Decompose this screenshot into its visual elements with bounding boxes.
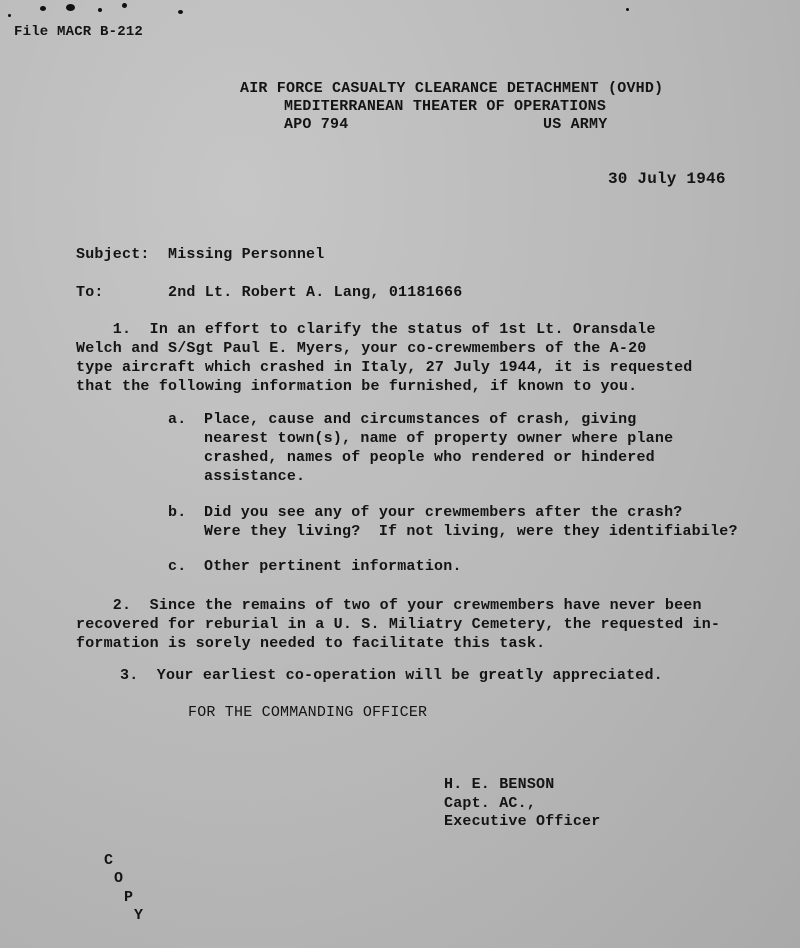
copy-letter: P <box>124 889 134 906</box>
header-apo: APO 794 <box>284 116 349 133</box>
signatory-title: Executive Officer <box>444 813 601 830</box>
signatory-rank: Capt. AC., <box>444 795 537 812</box>
file-reference: File MACR B-212 <box>14 24 144 40</box>
copy-letter: C <box>104 852 114 869</box>
item-c-marker: c. <box>168 558 187 575</box>
copy-letter: O <box>114 870 124 887</box>
item-b-marker: b. <box>168 504 187 521</box>
letter-date: 30 July 1946 <box>608 170 726 188</box>
to-label: To: <box>76 284 104 301</box>
paragraph-1: 1. In an effort to clarify the status of 1st Lt. Oransdale Welch and S/Sgt Paul E. Myers, your co-crewmembers of the A-20 type aircraft which crashed in Italy, 27 July 1944, it is requested that the following information be furnished, if known to you. <box>76 321 693 395</box>
header-army: US ARMY <box>543 116 608 133</box>
item-b-text: Did you see any of your crewmembers after the crash? Were they living? If not living, were they identifiabile? <box>204 504 738 540</box>
header-theater: MEDITERRANEAN THEATER OF OPERATIONS <box>284 98 607 115</box>
item-c-text: Other pertinent information. <box>204 558 462 575</box>
to-value: 2nd Lt. Robert A. Lang, 01181666 <box>168 284 463 301</box>
copy-letter: Y <box>134 907 144 924</box>
subject-label: Subject: <box>76 246 150 263</box>
paragraph-2: 2. Since the remains of two of your crewmembers have never been recovered for reburial in a U. S. Miliatry Cemetery, the requested in- formation is sorely needed to facilitate this task. <box>76 597 721 652</box>
signatory-name: H. E. BENSON <box>444 776 555 793</box>
paragraph-3: 3. Your earliest co-operation will be greatly appreciated. <box>120 667 663 684</box>
for-commanding-officer: FOR THE COMMANDING OFFICER <box>188 704 428 721</box>
item-a-text: Place, cause and circumstances of crash, giving nearest town(s), name of property owner where plane crashed, names of people who rendered or hindered assistance. <box>204 411 674 485</box>
subject-value: Missing Personnel <box>168 246 325 263</box>
header-organization: AIR FORCE CASUALTY CLEARANCE DETACHMENT (OVHD) <box>240 80 664 97</box>
item-a-marker: a. <box>168 411 187 428</box>
